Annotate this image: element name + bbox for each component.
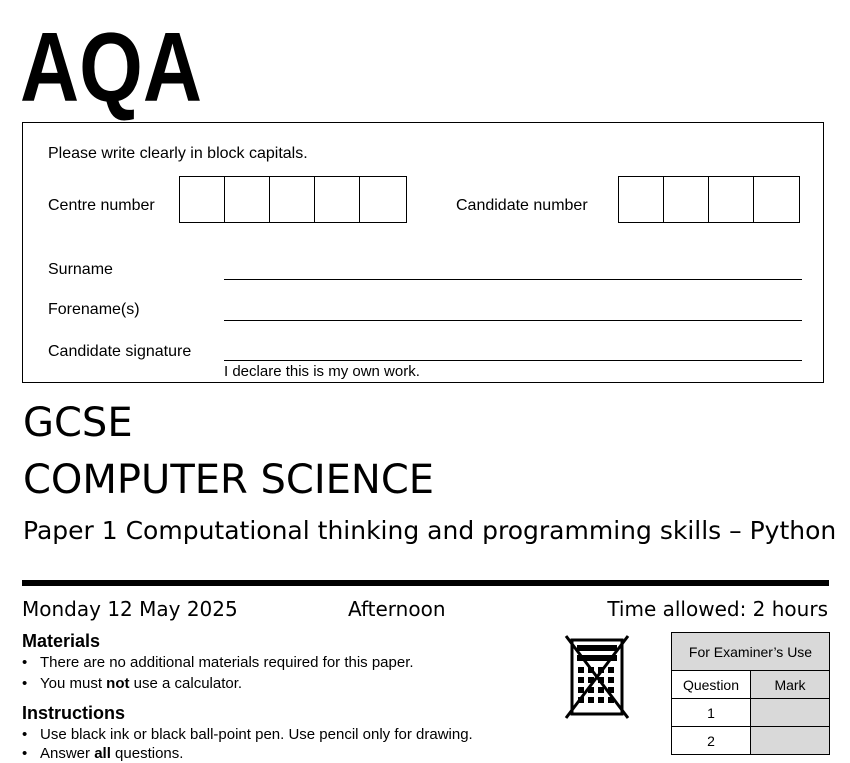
subject-title: COMPUTER SCIENCE	[23, 457, 435, 503]
bullet-icon: •	[22, 745, 28, 762]
materials-heading: Materials	[22, 631, 101, 651]
candidate-number-box[interactable]	[709, 177, 754, 222]
time-allowed: Time allowed: 2 hours	[607, 597, 828, 621]
materials-item-text: You must	[40, 675, 107, 692]
centre-number-boxes[interactable]	[179, 176, 407, 223]
question-number: 2	[672, 727, 751, 755]
candidate-number-boxes[interactable]	[618, 176, 800, 223]
question-column-header: Question	[672, 671, 751, 699]
bullet-icon: •	[22, 675, 28, 692]
instructions-item-emphasis: all	[94, 745, 111, 762]
examiner-use-table	[671, 632, 830, 755]
centre-number-box[interactable]	[270, 177, 315, 222]
exam-date: Monday 12 May 2025	[22, 597, 238, 621]
header-rule	[22, 580, 829, 586]
mark-cell	[751, 699, 830, 727]
table-row	[672, 727, 830, 755]
instructions-item	[22, 745, 183, 763]
materials-item-text: There are no additional materials required for this paper.	[40, 654, 414, 671]
materials-item	[22, 675, 242, 693]
mark-cell	[751, 727, 830, 755]
bullet-icon: •	[22, 726, 28, 743]
signature-label: Candidate signature	[48, 343, 192, 360]
block-capitals-instruction: Please write clearly in block capitals.	[48, 145, 308, 162]
signature-line[interactable]	[224, 360, 802, 361]
forename-line[interactable]	[224, 320, 802, 321]
surname-line[interactable]	[224, 279, 802, 280]
centre-number-box[interactable]	[180, 177, 225, 222]
candidate-number-label: Candidate number	[456, 197, 588, 214]
centre-number-box[interactable]	[360, 177, 405, 222]
surname-label: Surname	[48, 261, 113, 278]
forename-label: Forename(s)	[48, 301, 140, 318]
exam-session: Afternoon	[348, 597, 446, 621]
candidate-number-box[interactable]	[754, 177, 799, 222]
instructions-item-text: Use black ink or black ball-point pen. Use pencil only for drawing.	[40, 726, 473, 743]
instructions-heading: Instructions	[22, 703, 126, 723]
examiner-use-title: For Examiner’s Use	[672, 633, 830, 671]
question-number: 1	[672, 699, 751, 727]
candidate-number-box[interactable]	[619, 177, 664, 222]
centre-number-box[interactable]	[315, 177, 360, 222]
mark-column-header: Mark	[751, 671, 830, 699]
centre-number-label: Centre number	[48, 197, 155, 214]
declaration-text: I declare this is my own work.	[224, 363, 420, 380]
instructions-item-text: Answer	[40, 745, 95, 762]
candidate-number-box[interactable]	[664, 177, 709, 222]
materials-item	[22, 654, 414, 672]
bullet-icon: •	[22, 654, 28, 671]
qualification-title: GCSE	[23, 400, 133, 446]
materials-item-text: use a calculator.	[129, 675, 243, 692]
instructions-item-text: questions.	[110, 745, 184, 762]
aqa-logo	[20, 12, 202, 122]
paper-title: Paper 1 Computational thinking and programming skills – Python	[23, 516, 837, 545]
no-calculator-icon	[564, 634, 630, 722]
centre-number-box[interactable]	[225, 177, 270, 222]
svg-text:AQA: AQA	[20, 12, 202, 122]
materials-item-emphasis: not	[106, 675, 130, 692]
table-row	[672, 699, 830, 727]
instructions-item	[22, 726, 473, 744]
